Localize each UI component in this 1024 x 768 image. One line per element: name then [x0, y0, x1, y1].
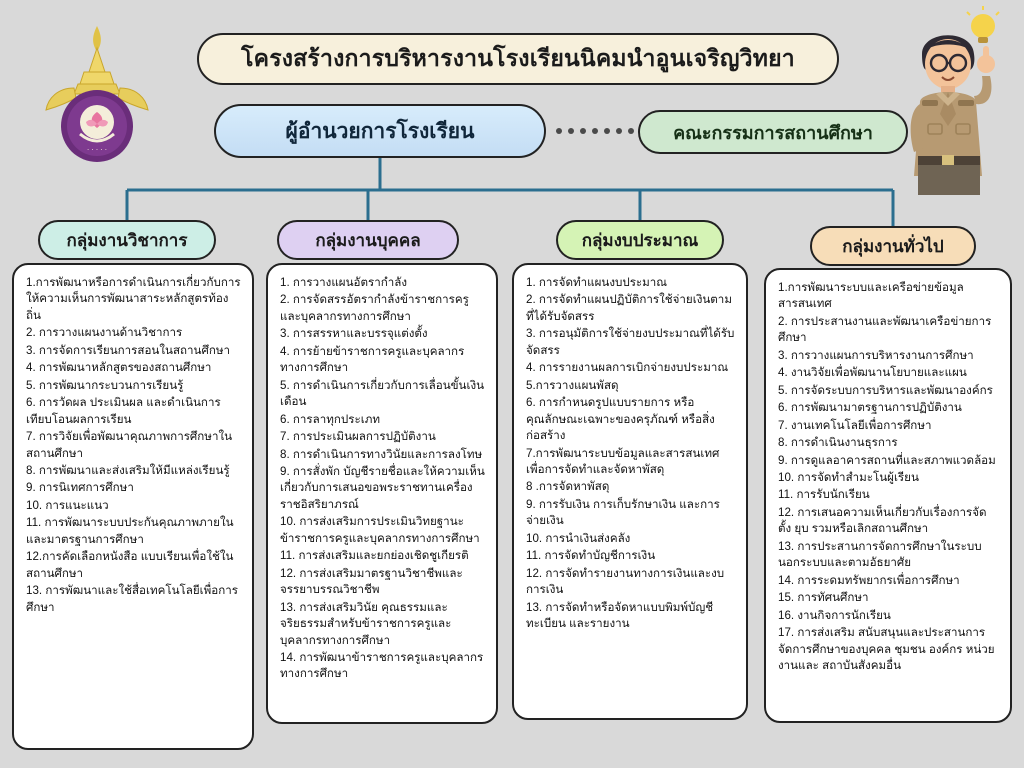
list-item: 1.การพัฒนาระบบและเครือข่ายข้อมูลสารสนเทศ [778, 281, 964, 311]
group-header-budget-label: กลุ่มงบประมาณ [581, 230, 699, 250]
list-item: 12.การคัดเลือกหนังสือ แบบเรียนเพื่อใช้ในสถานศึกษา [26, 550, 234, 580]
group-body-budget [512, 263, 748, 720]
list-item: 4. การย้ายข้าราชการครูและบุคลากรทางการศึกษา [280, 344, 465, 375]
list-item: 10. การแนะแนว [26, 498, 109, 512]
list-item: 9. การรับเงิน การเก็บรักษาเงิน และการจ่ายเงิน [526, 497, 720, 528]
node-committee-label: คณะกรรมการสถานศึกษา [673, 122, 873, 143]
list-item: 10. การจัดทำสำมะโนผู้เรียน [778, 470, 919, 484]
list-item: 6. การลาทุกประเภท [280, 412, 380, 426]
list-item: 11. การรับนักเรียน [778, 488, 870, 502]
list-item: 8 .การจัดหาพัสดุ [526, 480, 610, 494]
list-item: 2. การวางแผนงานด้านวิชาการ [26, 326, 183, 340]
list-item: 8. การดำเนินงานธุรการ [778, 436, 898, 450]
page-title-text: โครงสร้างการบริหารงานโรงเรียนนิคมนำอูนเจริญวิทยา [241, 45, 795, 71]
list-item: 13. การประสานการจัดการศึกษาในระบบนอกระบบและตามอัธยาศัย [778, 539, 982, 570]
list-item: 12. การเสนอความเห็นเกี่ยวกับเรื่องการจัดตั้ง ยุบ รวมหรือเลิกสถานศึกษา [778, 505, 987, 536]
group-body-personnel [266, 263, 498, 724]
node-director-label: ผู้อำนวยการโรงเรียน [285, 119, 475, 143]
list-item: 6. การพัฒนามาตรฐานการปฏิบัติงาน [778, 401, 962, 415]
list-item: 10. การนำเงินส่งคลัง [526, 531, 631, 545]
list-item: 5. การจัดระบบการบริหารและพัฒนาองค์กร [778, 383, 993, 397]
list-item: 11. การพัฒนาระบบประกันคุณภาพภายในและมาตรฐานการศึกษา [26, 516, 234, 546]
list-item: 1.การพัฒนาหรือการดำเนินการเกี่ยวกับการให้ความเห็นการพัฒนาสาระหลักสูตรท้องถิ่น [26, 276, 241, 322]
list-item: 2. การจัดสรรอัตรากำลังข้าราชการครูและบุคลากรทางการศึกษา [280, 293, 469, 323]
list-item: 7.การพัฒนาระบบข้อมูลและสารสนเทศเพื่อการจัดทำและจัดหาพัสดุ [526, 446, 720, 476]
list-item: 4. งานวิจัยเพื่อพัฒนานโยบายและแผน [778, 366, 967, 380]
list-item: 3. การจัดการเรียนการสอนในสถานศึกษา [26, 343, 231, 357]
list-item: 12. การจัดทำรายงานทางการเงินและงบการเงิน [526, 566, 725, 597]
list-item: 14. การระดมทรัพยากรเพื่อการศึกษา [778, 573, 960, 587]
list-item: 16. งานกิจการนักเรียน [778, 608, 891, 622]
list-item: 7. การวิจัยเพื่อพัฒนาคุณภาพการศึกษาในสถานศึกษา [26, 430, 233, 460]
teacher-illustration-icon [878, 6, 1018, 201]
list-item: 3. การสรรหาและบรรจุแต่งตั้ง [280, 327, 428, 341]
list-item: 4. การพัฒนาหลักสูตรของสถานศึกษา [26, 361, 212, 375]
school-emblem-icon [42, 22, 152, 172]
list-item: 7. การประเมินผลการปฏิบัติงาน [280, 430, 436, 444]
list-item: 8. การดำเนินการทางวินัยและการลงโทษ [280, 447, 483, 461]
node-committee[interactable] [638, 110, 908, 154]
list-item: 7. งานเทคโนโลยีเพื่อการศึกษา [778, 418, 932, 432]
group-header-academic[interactable] [38, 220, 216, 260]
list-item: 11. การส่งเสริมและยกย่องเชิดชูเกียรติ [280, 549, 469, 563]
list-item: 3. การวางแผนการบริหารงานการศึกษา [778, 348, 974, 362]
svg-text:. . . . .: . . . . . [86, 144, 108, 152]
list-item: 1. การวางแผนอัตรากำลัง [280, 276, 408, 289]
list-item: 9. การสั่งพัก บัญชีรายชื่อและให้ความเห็นเกี่ยวกับการเสนอขอพระราชทานเครื่องราชอิสริยาภรณ์ [280, 464, 485, 511]
list-item: 13. การพัฒนาและใช้สื่อเทคโนโลยีเพื่อการศึกษา [26, 584, 238, 614]
list-item: 5. การดำเนินการเกี่ยวกับการเลื่อนขั้นเงินเดือน [280, 378, 485, 409]
list-item: 8. การพัฒนาและส่งเสริมให้มีแหล่งเรียนรู้ [26, 463, 230, 477]
list-item: 13. การส่งเสริมวินัย คุณธรรมและจริยธรรมสำหรับข้าราชการครูและบุคลากรทางการศึกษา [280, 600, 452, 647]
list-item: 5. การพัฒนากระบวนการเรียนรู้ [26, 378, 184, 392]
list-item: 2. การจัดทำแผนปฏิบัติการใช้จ่ายเงินตามที่ได้รับจัดสรร [526, 293, 732, 323]
list-item: 13. การจัดทำหรือจัดหาแบบพิมพ์บัญชีทะเบียน และรายงาน [526, 600, 714, 631]
list-item: 3. การอนุมัติการใช้จ่ายงบประมาณที่ได้รับจัดสรร [526, 327, 735, 357]
page-title [197, 33, 839, 85]
list-item: 6. การวัดผล ประเมินผล และดำเนินการเทียบโอนผลการเรียน [26, 396, 221, 426]
list-item: 5.การวางแผนพัสดุ [526, 378, 619, 392]
list-item: 11. การจัดทำบัญชีการเงิน [526, 549, 656, 563]
group-header-academic-label: กลุ่มงานวิชาการ [66, 230, 188, 250]
list-item: 2. การประสานงานและพัฒนาเครือข่ายการศึกษา [778, 314, 992, 345]
dotted-line-icon [556, 126, 634, 136]
group-header-personnel[interactable] [277, 220, 459, 260]
group-header-budget[interactable] [556, 220, 724, 260]
list-item: 12. การส่งเสริมมาตรฐานวิชาชีพและจรรยาบรรณวิชาชีพ [280, 566, 463, 597]
list-item: 6. การกำหนดรูปแบบรายการ หรือคุณลักษณะเฉพาะของครุภัณฑ์ หรือสิ่งก่อสร้าง [526, 396, 715, 443]
list-item: 10. การส่งเสริมการประเมินวิทยฐานะข้าราชการครูและบุคลากรทางการศึกษา [280, 515, 480, 545]
list-item: 14. การพัฒนาข้าราชการครูและบุคลากรทางการศึกษา [280, 650, 484, 681]
list-item: 1. การจัดทำแผนงบประมาณ [526, 276, 668, 289]
group-header-personnel-label: กลุ่มงานบุคคล [315, 230, 421, 250]
group-header-general[interactable] [810, 226, 976, 266]
group-body-academic [12, 263, 254, 750]
group-body-general [764, 268, 1012, 723]
list-item: 17. การส่งเสริม สนับสนุนและประสานการจัดการศึกษาของบุคคล ชุมชน องค์กร หน่วยงานและ สถาบันสังคมอื่น [778, 626, 995, 672]
list-item: 4. การรายงานผลการเบิกจ่ายงบประมาณ [526, 361, 729, 375]
group-header-general-label: กลุ่มงานทั่วไป [842, 236, 944, 256]
list-item: 9. การนิเทศการศึกษา [26, 481, 134, 495]
list-item: 9. การดูแลอาคารสถานที่และสภาพแวดล้อม [778, 453, 996, 467]
node-director[interactable] [214, 104, 546, 158]
list-item: 15. การทัศนศึกษา [778, 591, 869, 605]
